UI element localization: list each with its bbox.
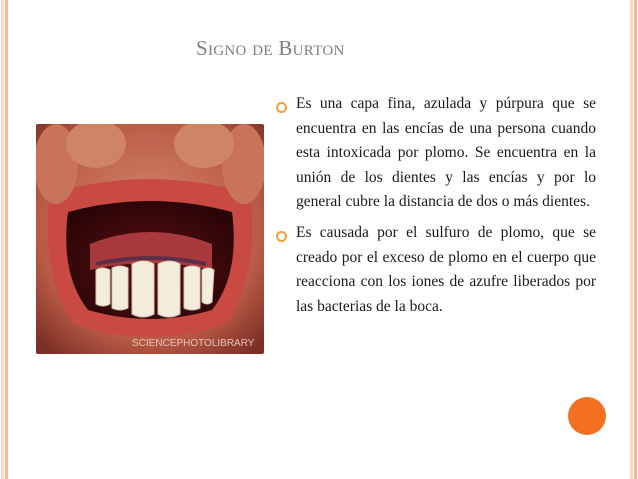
slide-title: Signo de Burton [196,36,345,60]
bullet-item [276,221,596,319]
right-decorative-border [629,0,638,479]
bullet-item [276,92,596,215]
bullet-text: Es una capa fina, azulada y púrpura que se encuentra en las encías de una persona cuando esta intoxicada por plomo. Se encuentra en la unión de los dientes y las encías y por lo general cubre la distancia de dos o más dientes. [296,95,596,211]
left-decorative-border [0,0,9,479]
bullet-list [276,92,596,325]
circle-bullet-icon [276,102,287,113]
bullet-text: Es causada por el sulfuro de plomo, que se creado por el exceso de plomo en el cuerpo que reacciona con los iones de azufre liberados por las bacterias de la boca. [296,223,596,315]
orange-circle-decoration [568,397,606,435]
photo-watermark: SCIENCEPHOTOLIBRARY [132,338,255,349]
circle-bullet-icon [276,231,287,242]
gum-photo [36,124,264,354]
